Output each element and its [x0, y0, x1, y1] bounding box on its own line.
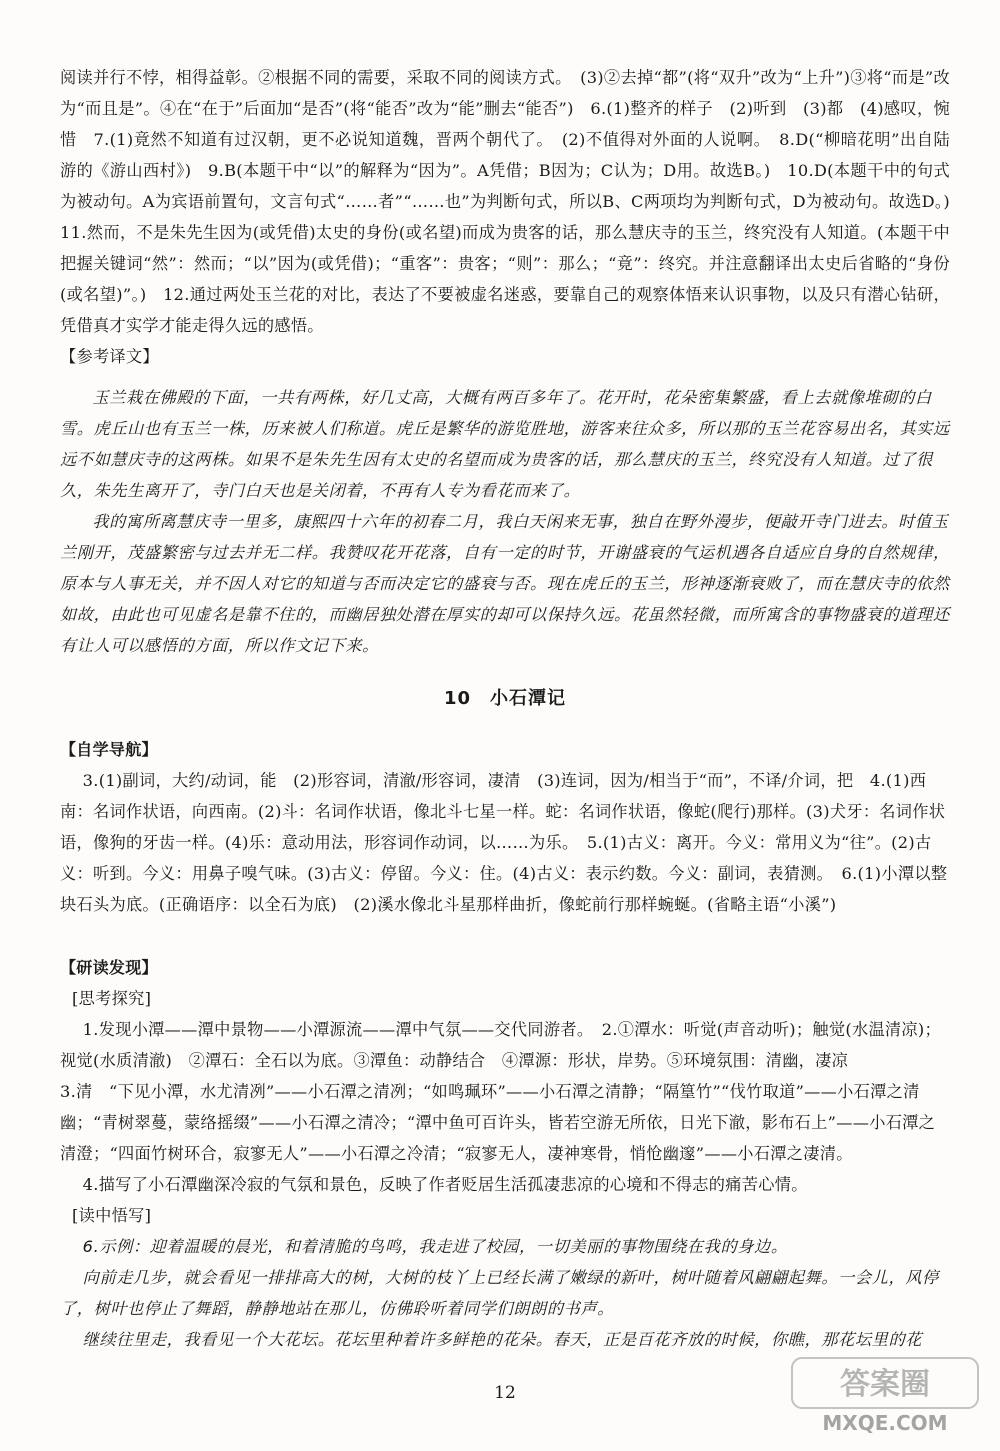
reference-translation-header: 【参考译文】: [60, 347, 159, 366]
self-study-section: [60, 734, 950, 920]
read-write-header: [读中悟写]: [72, 1206, 152, 1225]
writing-sample-3: 继续往里走，我看见一个大花坛。花坛里种着许多鲜艳的花朵。春天，正是百花齐放的时候，你瞧，那花坛里的花: [82, 1330, 923, 1349]
think-explore-header: [思考探究]: [72, 989, 152, 1008]
question-3: 3.清 “下见小潭，水尤清冽”——小石潭之清冽；“如鸣珮环”——小石潭之清静；“隔篁竹”“伐竹取道”——小石潭之清幽；“青树翠蔓，蒙络摇缀”——小石潭之清冷；“潭中鱼可百许头，皆若空游无所依，日光下澈，影布石上”——小石潭之清澄；“四面竹树环合，寂寥无人”——小石潭之冷清；“寂寥无人，凄神寒骨，悄怆幽邃”——小石潭之凄清。: [60, 1082, 936, 1163]
page-number: 12: [494, 1383, 516, 1403]
watermark-text: 答案圈: [840, 1367, 930, 1402]
self-study-header: 【自学导航】: [60, 740, 158, 759]
question-1-2: 1.发现小潭——潭中景物——小潭源流——潭中气氛——交代同游者。 2.①潭水：听觉(声音动听)；触觉(水温清凉)；视觉(水质清澈) ②潭石：全石以为底。③潭鱼：动静结合 ④潭源：形状，岸势。⑤环境氛围：清幽，凄凉: [60, 1020, 942, 1070]
section-title: 10 小石潭记: [443, 688, 567, 709]
translation-paragraph-2: 我的寓所离慧庆寺一里多，康熙四十六年的初春二月，我白天闲来无事，独自在野外漫步，便敲开寺门进去。时值玉兰刚开，茂盛繁密与过去并无二样。我赞叹花开花落，自有一定的时节，开谢盛衰的气运机遇各自适应自身的自然规律，原本与人事无关，并不因人对它的知道与否而决定它的盛衰与否。现在虎丘的玉兰，形神逐渐衰败了，而在慧庆寺的依然如故，由此也可见虚名是靠不住的，而幽居独处潜在厚实的却可以保持久远。花虽然轻微，而所寓含的事物盛衰的道理还有让人可以感悟的方面，所以作文记下来。: [60, 512, 950, 655]
watermark-logo: [790, 1356, 980, 1438]
study-discover-section: [60, 952, 950, 1355]
writing-sample-2: 向前走几步，就会看见一排排高大的树，大树的枝丫上已经长满了嫩绿的新叶，树叶随着风翩翩起舞。一会儿，风停了，树叶也停止了舞蹈，静静地站在那儿，仿佛聆听着同学们朗朗的书声。: [60, 1268, 939, 1318]
answers-text: 阅读并行不悖，相得益彰。②根据不同的需要，采取不同的阅读方式。 (3)②去掉“都”(将“双升”改为“上升”)③将“而是”改为“而且是”。④在“在于”后面加“是否”(将“能否”改为“能”删去“能否”) 6.(1)整齐的样子 (2)听到 (3)都 (4)感叹，惋惜 7.(1)竟然不知道有过汉朝，更不必说知道魏，晋两个朝代了。 (2)不值得对外面的人说啊。 8.D(“柳暗花明”出自陆游的《游山西村》) 9.B(本题干中“以”的解释为“因为”。A凭借；B因为；C认为；D用。故选B。) 10.D(本题干中的句式为被动句。A为宾语前置句，文言句式“……者”“……也”为判断句式，所以B、C两项均为判断句式，D为被动句。故选D。) 11.然而，不是朱先生因为(或凭借)太史的身份(或名望)而成为贵客的话，那么慧庆寺的玉兰，终究没有人知道。(本题干中把握关键词“然”：然而；“以”因为(或凭借)；“重客”：贵客；“则”：那么；“竟”：终究。并注意翻译出太史后省略的“身份(或名望)”。) 12.通过两处玉兰花的对比，表达了不要被虚名迷惑，要靠自己的观察体悟来认识事物，以及只有潜心钻研，凭借真才实学才能走得久远的感悟。: [60, 68, 967, 335]
reference-translation: [60, 382, 950, 661]
answers-continued: [60, 62, 967, 372]
writing-sample-1: 6.示例：迎着温暖的晨光，和着清脆的鸟鸣，我走进了校园，一切美丽的事物围绕在我的身边。: [82, 1237, 788, 1256]
page: [60, 0, 967, 1451]
self-study-text: 3.(1)副词，大约/动词，能 (2)形容词，清澈/形容词，凄清 (3)连词，因为/相当于“而”，不译/介词，把 4.(1)西南：名词作状语，向西南。(2)斗：名词作状语，像北斗七星一样。蛇：名词作状语，像蛇(爬行)那样。(3)犬牙：名词作状语，像狗的牙齿一样。(4)乐：意动用法，形容词作动词，以……为乐。 5.(1)古义：离开。今义：常用义为“往”。(2)古义：听到。今义：用鼻子嗅气味。(3)古义：停留。今义：住。(4)古义：表示约数。今义：副词，表猜测。 6.(1)小潭以整块石头为底。(正确语序：以全石为底) (2)溪水像北斗星那样曲折，像蛇前行那样蜿蜒。(省略主语“小溪”): [60, 771, 948, 914]
translation-paragraph-1: 玉兰栽在佛殿的下面，一共有两株，好几丈高，大概有两百多年了。花开时，花朵密集繁盛，看上去就像堆砌的白雪。虎丘山也有玉兰一株，历来被人们称道。虎丘是繁华的游览胜地，游客来往众多，所以那的玉兰花容易出名，其实远远不如慧庆寺的这两株。如果不是朱先生因有太史的名望而成为贵客的话，那么慧庆的玉兰，终究没有人知道。过了很久，朱先生离开了，寺门白天也是关闭着，不再有人专为看花而来了。: [60, 388, 950, 500]
watermark-url: MXQE.COM: [822, 1411, 948, 1435]
study-discover-header: 【研读发现】: [60, 958, 158, 977]
question-4: 4.描写了小石潭幽深冷寂的气氛和景色，反映了作者贬居生活孤凄悲凉的心境和不得志的痛苦心情。: [82, 1175, 808, 1194]
